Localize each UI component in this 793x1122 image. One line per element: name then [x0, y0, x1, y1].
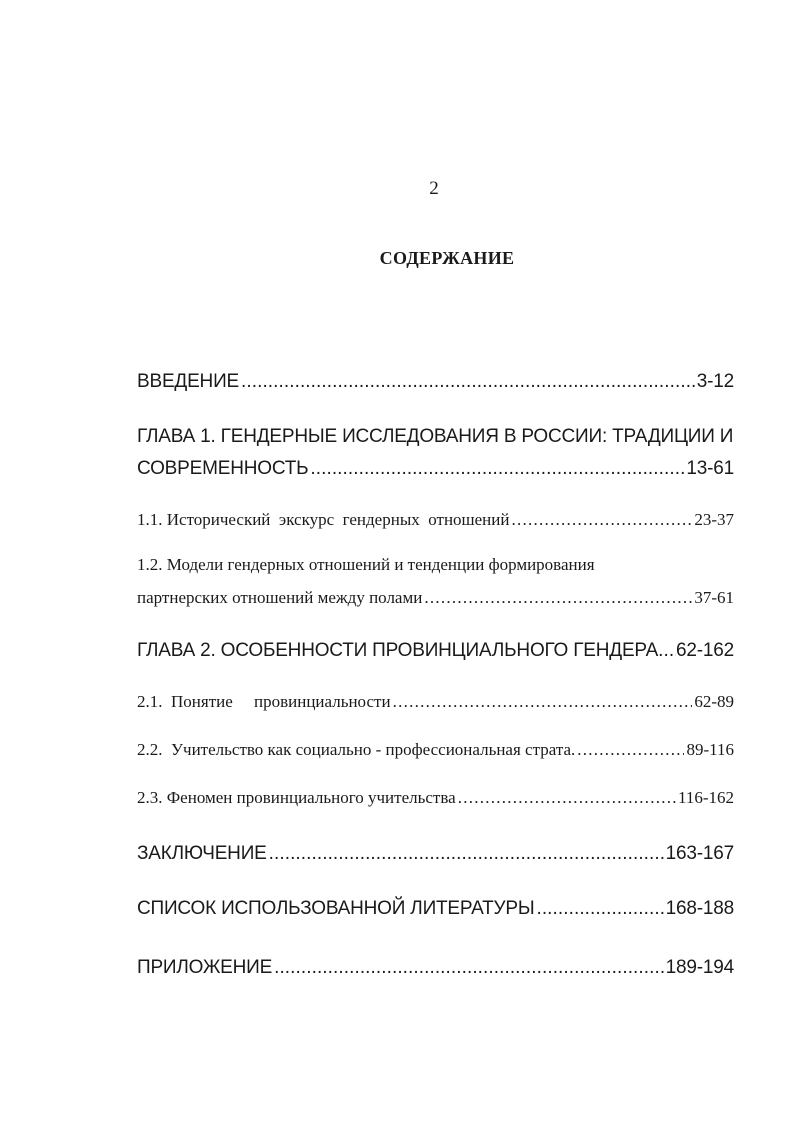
toc-entry-2-1[interactable] [137, 688, 734, 712]
leader-dots [424, 588, 692, 608]
toc-entry-1-1[interactable] [137, 506, 734, 530]
leader-dots [393, 692, 693, 712]
toc-entry-2-3[interactable] [137, 784, 734, 808]
toc-entry-pages: 62-89 [694, 692, 734, 711]
toc-entry-2-2[interactable] [137, 736, 734, 760]
toc-entry-appendix[interactable] [137, 955, 734, 979]
leader-dots [241, 371, 695, 393]
toc-entry-pages: 37-61 [694, 588, 734, 607]
toc-entry-pages: 89-116 [686, 740, 734, 759]
leader-dots [536, 898, 663, 920]
toc-entry-1-2[interactable] [137, 584, 734, 608]
toc-entry-pages: 168-188 [665, 898, 734, 919]
toc-entry-title: 2.1. Понятие провинциальности [137, 692, 391, 711]
toc-entry-chapter2[interactable] [137, 638, 734, 662]
toc-entry-conclusion[interactable] [137, 841, 734, 865]
toc-entry-pages: 23-37 [694, 510, 734, 529]
toc-entry-title: 2.2. Учительство как социально - профессиональная страта. [137, 740, 576, 759]
toc-entry-pages: 13-61 [686, 458, 734, 479]
leader-dots [458, 788, 676, 808]
page-title: СОДЕРЖАНИЕ [379, 248, 515, 268]
toc-entry-intro[interactable] [137, 369, 734, 393]
toc-entry-title: 2.3. Феномен провинциального учительства [137, 788, 456, 807]
toc-entry-title: СОВРЕМЕННОСТЬ [137, 458, 309, 479]
toc-entry-1-2-line1[interactable]: 1.2. Модели гендерных отношений и тенденции формирования [137, 555, 595, 574]
toc-entry-chapter1[interactable] [137, 456, 734, 480]
leader-dots [310, 458, 684, 480]
toc-entry-pages: 116-162 [677, 788, 734, 807]
leader-dots [274, 957, 664, 979]
leader-dots [269, 843, 664, 865]
toc-entry-title: партнерских отношений между полами [137, 588, 423, 607]
toc-entry-chapter1-line1[interactable]: ГЛАВА 1. ГЕНДЕРНЫЕ ИССЛЕДОВАНИЯ В РОССИИ: ТРАДИЦИИ И [137, 426, 734, 447]
leader-dots [658, 640, 676, 662]
toc-entry-pages: 3-12 [696, 371, 734, 392]
toc-entry-pages: 189-194 [665, 957, 734, 978]
toc-entry-pages: 62-162 [676, 640, 734, 661]
toc-entry-title: 1.1. Исторический экскурс гендерных отношений [137, 510, 510, 529]
toc-entry-title: ГЛАВА 2. ОСОБЕННОСТИ ПРОВИНЦИАЛЬНОГО ГЕНДЕРА [137, 640, 659, 661]
leader-dots [577, 740, 684, 760]
leader-dots [511, 510, 692, 530]
toc-entry-title: ЗАКЛЮЧЕНИЕ [137, 843, 267, 864]
toc-entry-title: СПИСОК ИСПОЛЬЗОВАННОЙ ЛИТЕРАТУРЫ [137, 898, 535, 919]
page-number: 2 [429, 178, 439, 199]
toc-entry-title: ПРИЛОЖЕНИЕ [137, 957, 273, 978]
toc-entry-pages: 163-167 [665, 843, 734, 864]
toc-entry-bibliography[interactable] [137, 896, 734, 920]
toc-entry-title: ВВЕДЕНИЕ [137, 371, 240, 392]
